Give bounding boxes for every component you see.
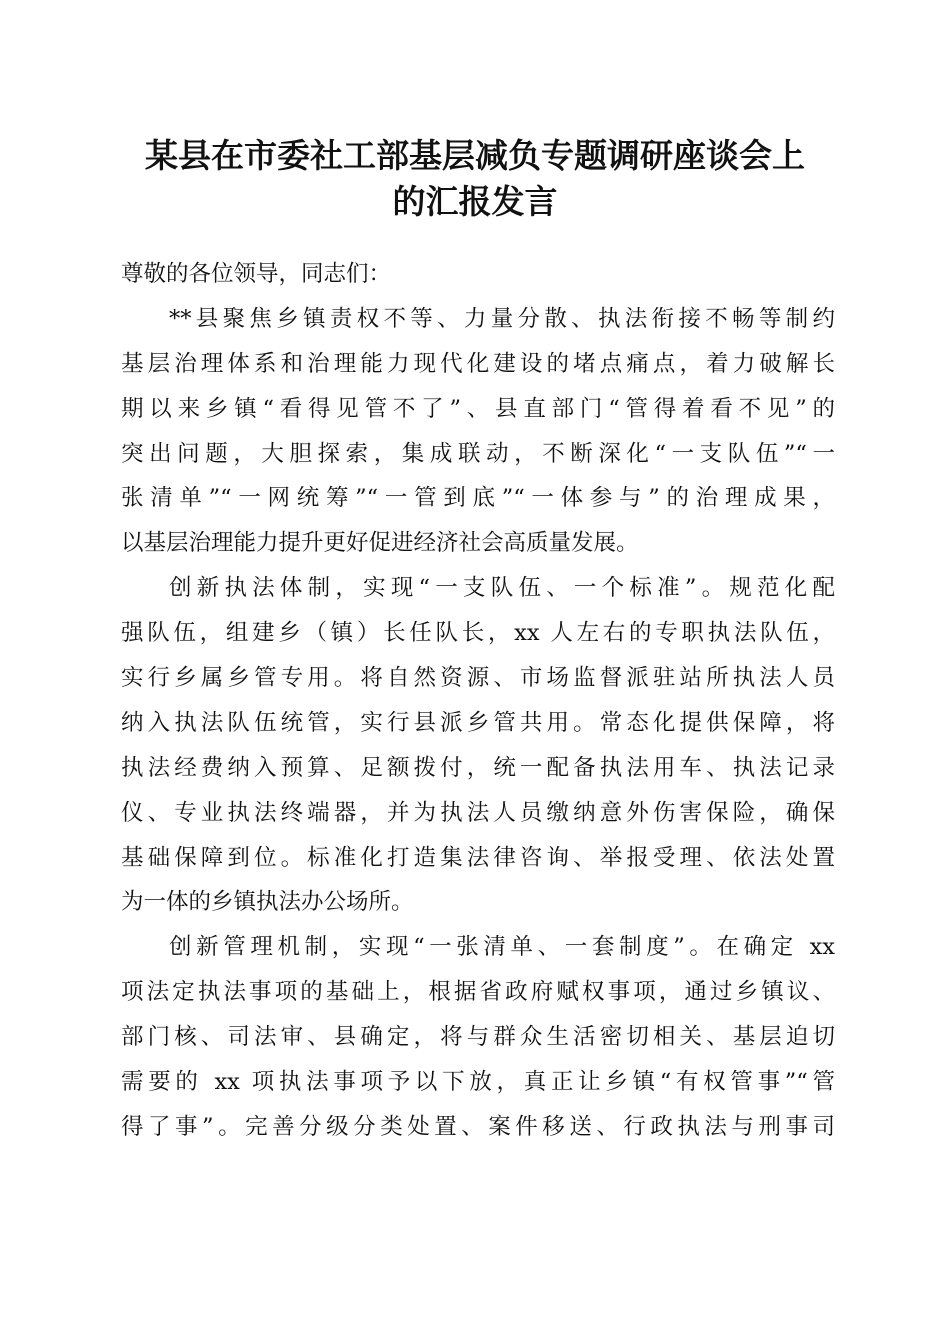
paragraph-line: 需要的 xx 项执法事项予以下放，真正让乡镇“有权管事”“管 (121, 1069, 835, 1096)
title-line: 某县在市委社工部基层减负专题调研座谈会上 (145, 136, 805, 175)
document-title (100, 133, 850, 225)
paragraph-1 (121, 297, 835, 566)
paragraph-line: 创新执法体制，实现“一支队伍、一个标准”。规范化配 (169, 575, 835, 602)
paragraph-3 (121, 925, 835, 1149)
paragraph-line: 基层治理体系和治理能力现代化建设的堵点痛点，着力破解长 (121, 350, 835, 377)
document-body (121, 252, 835, 1150)
paragraph-line: 强队伍，组建乡（镇）长任队长，xx 人左右的专职执法队伍， (121, 620, 835, 647)
paragraph-line: 基础保障到位。标准化打造集法律咨询、举报受理、依法处置 (121, 844, 835, 871)
paragraph-line: 实行乡属乡管专用。将自然资源、市场监督派驻站所执法人员 (121, 665, 835, 692)
paragraph-line: **县聚焦乡镇责权不等、力量分散、执法衔接不畅等制约 (169, 305, 835, 332)
paragraph-line: 仪、专业执法终端器，并为执法人员缴纳意外伤害保险，确保 (121, 799, 835, 826)
paragraph-line: 项法定执法事项的基础上，根据省政府赋权事项，通过乡镇议、 (121, 979, 835, 1006)
paragraph-line: 张清单”“一网统筹”“一管到底”“一体参与”的治理成果， (121, 485, 835, 512)
paragraph-line: 得了事”。完善分级分类处置、案件移送、行政执法与刑事司 (121, 1113, 835, 1140)
paragraph-line: 突出问题，大胆探索，集成联动，不断深化“一支队伍”“一 (121, 440, 835, 467)
paragraph-line: 执法经费纳入预算、足额拨付，统一配备执法用车、执法记录 (121, 754, 835, 781)
paragraph-line: 部门核、司法审、县确定，将与群众生活密切相关、基层迫切 (121, 1024, 835, 1051)
paragraph-line: 为一体的乡镇执法办公场所。 (121, 889, 414, 916)
paragraph-line: 创新管理机制，实现“一张清单、一套制度”。在确定 xx (169, 934, 835, 961)
paragraph-line: 期以来乡镇“看得见管不了”、县直部门“管得着看不见”的 (121, 395, 835, 422)
paragraph-line: 纳入执法队伍统管，实行县派乡管共用。常态化提供保障，将 (121, 709, 835, 736)
paragraph-2 (121, 566, 835, 925)
paragraph-line: 以基层治理能力提升更好促进经济社会高质量发展。 (121, 530, 639, 557)
title-line: 的汇报发言 (392, 182, 558, 221)
salutation: 尊敬的各位领导，同志们： (121, 261, 392, 287)
